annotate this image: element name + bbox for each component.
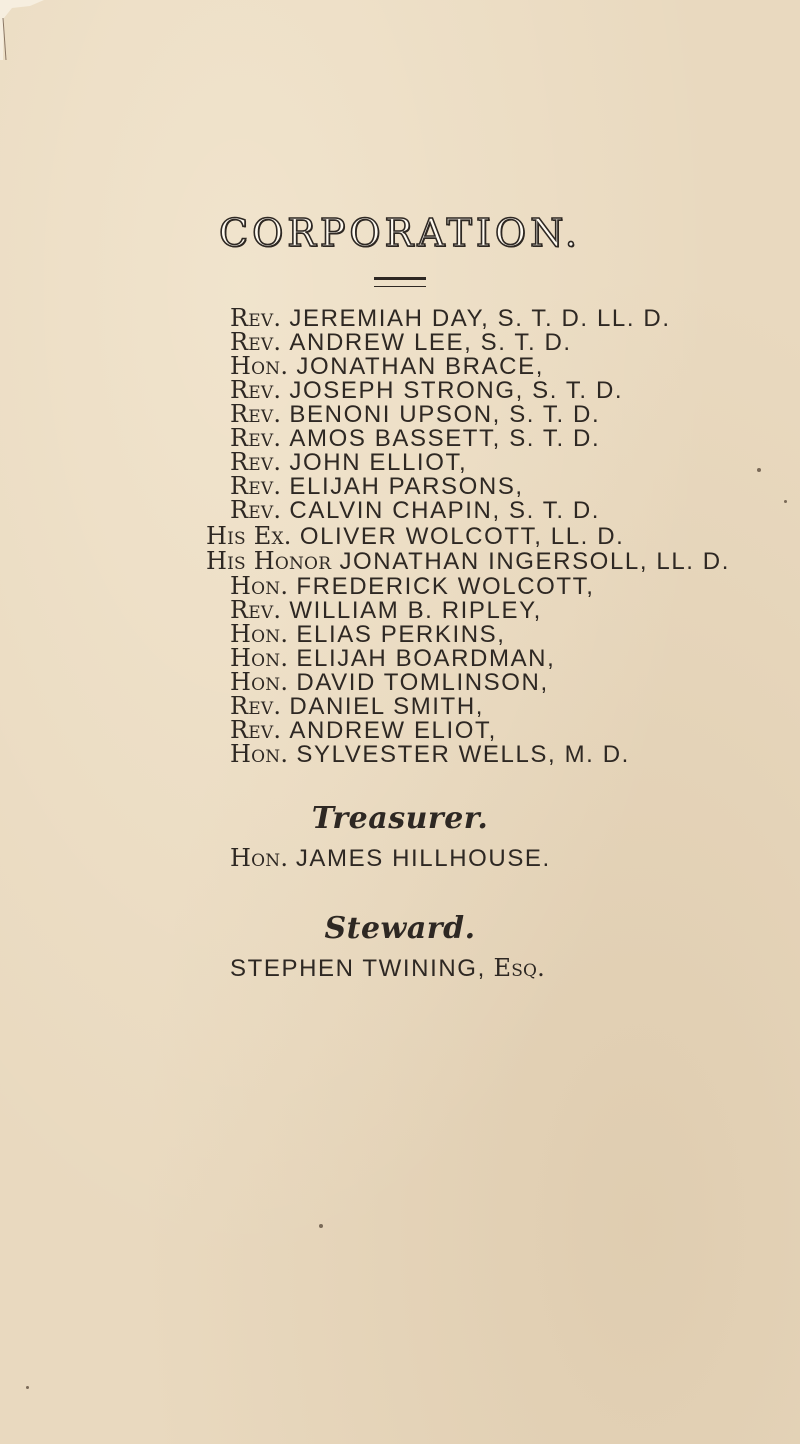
paper-speck bbox=[784, 500, 787, 503]
paper-speck bbox=[26, 1386, 29, 1389]
member-title: Rev. bbox=[230, 400, 282, 428]
member-name: JOSEPH STRONG, S. T. D. bbox=[289, 377, 624, 404]
paper-speck bbox=[757, 468, 761, 472]
member-title: Hon. bbox=[230, 740, 289, 768]
member-title: Hon. bbox=[230, 644, 289, 672]
member-title: Hon. bbox=[230, 620, 289, 648]
member-title: Rev. bbox=[230, 716, 282, 744]
member-name: DAVID TOMLINSON, bbox=[296, 669, 549, 696]
member-entry bbox=[230, 742, 630, 767]
member-title: Rev. bbox=[230, 304, 282, 332]
member-name: JONATHAN INGERSOLL, LL. D. bbox=[339, 548, 731, 575]
member-name: FREDERICK WOLCOTT, bbox=[296, 573, 595, 600]
heading-rule bbox=[374, 277, 426, 287]
member-name: JONATHAN BRACE, bbox=[296, 353, 544, 380]
member-title: Hon. bbox=[230, 572, 289, 600]
steward-name: STEPHEN TWINING, bbox=[230, 955, 486, 982]
member-title: Rev. bbox=[230, 376, 282, 404]
member-name: BENONI UPSON, S. T. D. bbox=[289, 401, 601, 428]
member-name: ELIJAH BOARDMAN, bbox=[296, 645, 556, 672]
member-title: Rev. bbox=[230, 448, 282, 476]
member-entry bbox=[230, 498, 600, 523]
treasurer-name: JAMES HILLHOUSE. bbox=[295, 845, 551, 872]
steward-suffix: Esq. bbox=[493, 954, 546, 982]
treasurer-entry bbox=[230, 846, 551, 871]
member-entry bbox=[206, 549, 730, 574]
member-name: ELIAS PERKINS, bbox=[296, 621, 506, 648]
treasurer-heading: Treasurer. bbox=[311, 801, 489, 836]
member-name: JEREMIAH DAY, S. T. D. LL. D. bbox=[289, 305, 671, 332]
member-entry bbox=[230, 306, 671, 331]
member-title: Rev. bbox=[230, 472, 282, 500]
member-name: WILLIAM B. RIPLEY, bbox=[289, 597, 542, 624]
member-title: Rev. bbox=[230, 692, 282, 720]
treasurer-title: Hon. bbox=[230, 844, 289, 872]
member-name: AMOS BASSETT, S. T. D. bbox=[289, 425, 601, 452]
member-title: Rev. bbox=[230, 328, 282, 356]
member-name: OLIVER WOLCOTT, LL. D. bbox=[299, 523, 625, 550]
paper-speck bbox=[319, 1224, 323, 1228]
steward-entry bbox=[230, 956, 545, 981]
member-name: ELIJAH PARSONS, bbox=[289, 473, 524, 500]
steward-heading: Steward. bbox=[324, 911, 476, 946]
page-edge-mark bbox=[0, 0, 44, 60]
member-title: His Honor bbox=[206, 547, 332, 575]
member-name: JOHN ELLIOT, bbox=[289, 449, 468, 476]
member-title: His Ex. bbox=[206, 522, 292, 550]
member-name: SYLVESTER WELLS, M. D. bbox=[296, 741, 630, 768]
member-title: Rev. bbox=[230, 424, 282, 452]
member-name: ANDREW LEE, S. T. D. bbox=[289, 329, 572, 356]
member-title: Rev. bbox=[230, 496, 282, 524]
corporation-heading: CORPORATION. bbox=[219, 211, 581, 255]
member-name: CALVIN CHAPIN, S. T. D. bbox=[289, 497, 601, 524]
member-title: Rev. bbox=[230, 596, 282, 624]
member-title: Hon. bbox=[230, 352, 289, 380]
member-name: DANIEL SMITH, bbox=[289, 693, 485, 720]
member-title: Hon. bbox=[230, 668, 289, 696]
member-name: ANDREW ELIOT, bbox=[289, 717, 497, 744]
member-entry bbox=[206, 524, 624, 549]
